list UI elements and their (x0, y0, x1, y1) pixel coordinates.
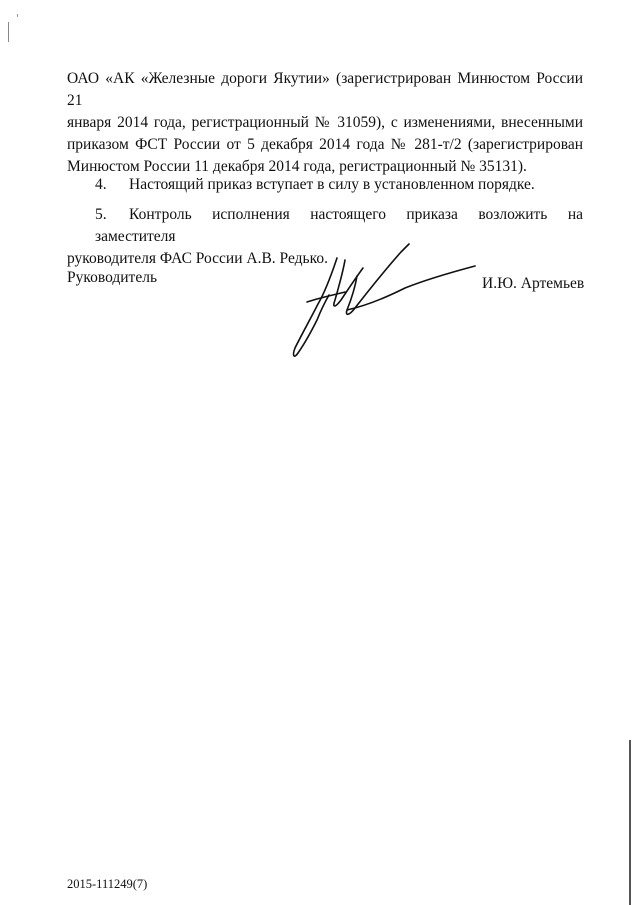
item-text: Настоящий приказ вступает в силу в установленном порядке. (129, 176, 535, 193)
text-line: руководителя ФАС России А.В. Редько. (67, 250, 328, 267)
item-number: 4. (95, 176, 107, 193)
item-number: 5. (95, 206, 107, 223)
list-item-4 (67, 174, 583, 196)
scan-artifact (8, 22, 9, 42)
scan-artifact (629, 740, 631, 905)
text-line: января 2014 года, регистрационный № 31059), с изменениями, внесенными (67, 114, 583, 131)
item-text: Контроль исполнения настоящего приказа возложить на заместителя (95, 206, 583, 245)
signer-title: Руководитель (67, 269, 158, 286)
text-line: приказом ФСТ России от 5 декабря 2014 года № 281-т/2 (зарегистрирован (67, 136, 583, 153)
scan-artifact (17, 14, 18, 17)
text-line: Минюстом России 11 декабря 2014 года, регистрационный № 35131). (67, 158, 527, 175)
text-line (67, 174, 583, 196)
text-line: ОАО «АК «Железные дороги Якутии» (зарегистрирован Минюстом России 21 (67, 70, 583, 109)
paragraph-continuation (67, 68, 583, 178)
handwritten-signature (285, 240, 485, 362)
document-number: 2015-111249(7) (67, 877, 148, 891)
signer-name: И.Ю. Артемьев (482, 275, 585, 292)
